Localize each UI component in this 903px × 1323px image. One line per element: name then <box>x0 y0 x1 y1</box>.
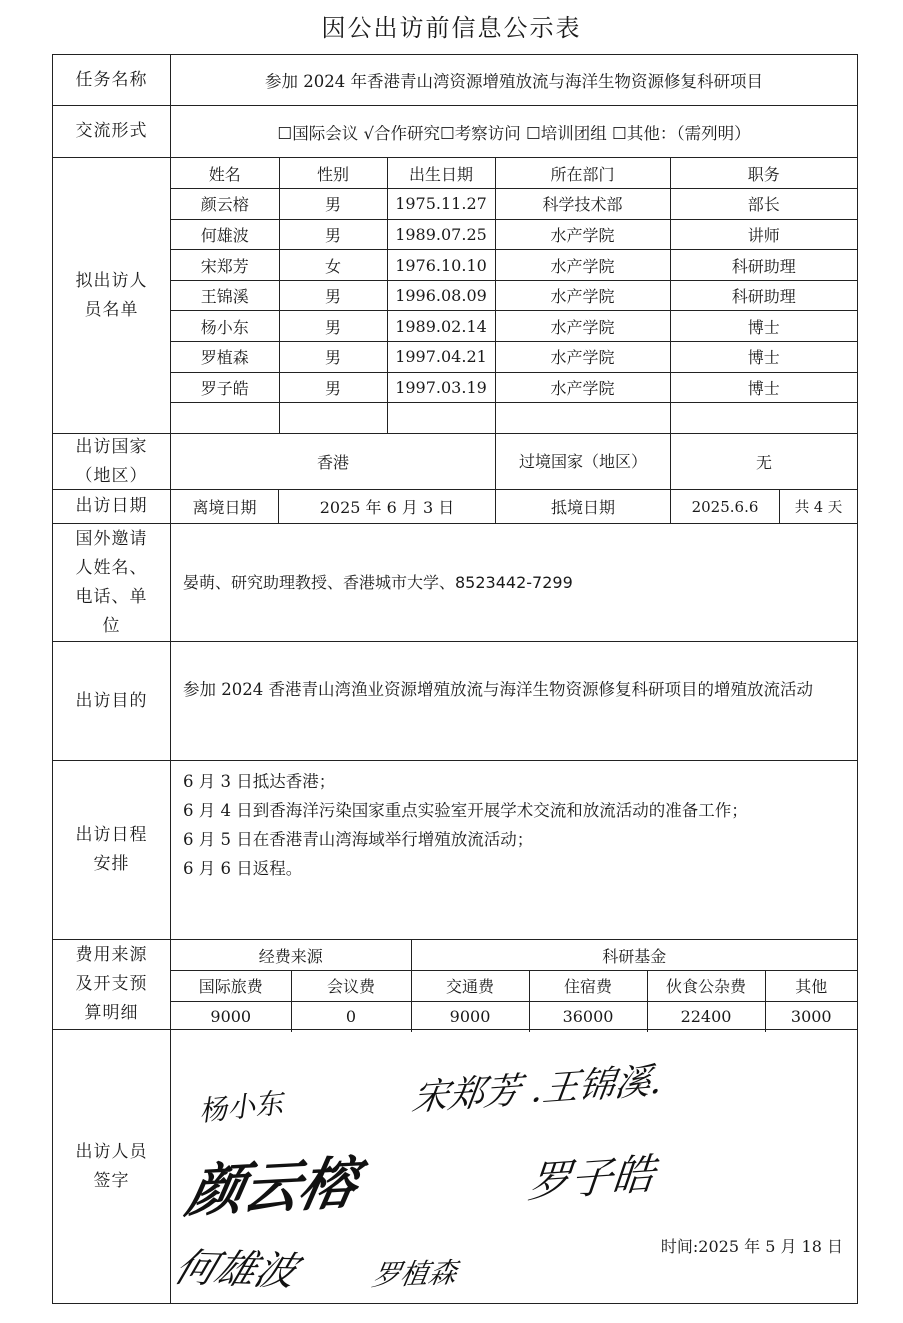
country-label: 出访国家（地区） <box>53 434 171 489</box>
table-row <box>171 250 857 281</box>
table-cell: 水产学院 <box>495 280 670 311</box>
dates-row <box>53 489 857 523</box>
budget-header-row <box>171 971 857 1002</box>
exchange-label: 交流形式 <box>53 106 171 157</box>
table-cell: 男 <box>279 342 387 373</box>
table-row <box>171 403 857 434</box>
country-value: 香港 <box>171 434 496 489</box>
table-row <box>171 189 857 220</box>
column-header: 性别 <box>279 158 387 189</box>
budget-item-label: 住宿费 <box>529 971 647 1002</box>
table-cell: 博士 <box>670 342 857 373</box>
personnel-header-row <box>171 158 857 189</box>
column-header: 姓名 <box>171 158 279 189</box>
table-cell: 科学技术部 <box>495 189 670 220</box>
purpose-row <box>53 641 857 760</box>
table-cell: 博士 <box>670 372 857 403</box>
table-cell: 1997.03.19 <box>387 372 495 403</box>
country-row <box>53 433 857 489</box>
arrive-label: 抵境日期 <box>496 490 671 523</box>
column-header: 出生日期 <box>387 158 495 189</box>
budget-item-label: 交通费 <box>411 971 529 1002</box>
budget-source-label: 经费来源 <box>171 940 411 971</box>
budget-item-label: 会议费 <box>291 971 411 1002</box>
personnel-table <box>171 158 857 433</box>
budget-row <box>53 939 857 1029</box>
signature-label: 出访人员签字 <box>53 1030 171 1303</box>
total-days: 共 4 天 <box>794 500 843 516</box>
table-cell: 男 <box>279 372 387 403</box>
signature-area <box>168 1030 857 1303</box>
budget-item-label: 伙食公杂费 <box>647 971 765 1002</box>
signature-image: 罗子皓 <box>526 1148 658 1208</box>
budget-item-value: 9000 <box>171 1001 291 1032</box>
table-cell: 科研助理 <box>670 250 857 281</box>
table-cell: 杨小东 <box>171 311 279 342</box>
budget-value-row <box>171 1001 857 1032</box>
exchange-row <box>53 105 857 157</box>
transit-value: 无 <box>755 453 772 472</box>
table-cell: 宋郑芳 <box>171 250 279 281</box>
table-cell: 水产学院 <box>495 372 670 403</box>
table-cell: 女 <box>279 250 387 281</box>
table-row <box>171 219 857 250</box>
table-cell: 部长 <box>670 189 857 220</box>
table-cell: 男 <box>279 189 387 220</box>
table-cell: 水产学院 <box>495 342 670 373</box>
inviter-row <box>53 523 857 641</box>
signature-row <box>53 1029 857 1303</box>
table-cell: 博士 <box>670 311 857 342</box>
dates-label: 出访日期 <box>53 490 171 523</box>
table-cell: 颜云榕 <box>171 189 279 220</box>
task-value: 参加 2024 年香港青山湾资源增殖放流与海洋生物资源修复科研项目 <box>265 72 763 91</box>
budget-item-value: 9000 <box>411 1001 529 1032</box>
table-cell: 男 <box>279 280 387 311</box>
purpose-value: 参加 2024 香港青山湾渔业资源增殖放流与海洋生物资源修复科研项目的增殖放流活动 <box>183 680 813 699</box>
table-row <box>171 311 857 342</box>
personnel-table-area <box>171 158 857 433</box>
form-title: 因公出访前信息公示表 <box>321 14 582 42</box>
task-row <box>53 55 857 105</box>
table-cell: 1996.08.09 <box>387 280 495 311</box>
schedule-lines <box>183 767 847 883</box>
signature-image: 何雄波 <box>168 1245 304 1295</box>
signature-image: 杨小东 <box>197 1086 285 1128</box>
schedule-line: 6 月 6 日返程。 <box>183 859 303 878</box>
budget-item-value: 22400 <box>647 1001 765 1032</box>
schedule-row <box>53 760 857 939</box>
table-cell: 1989.02.14 <box>387 311 495 342</box>
depart-value: 2025 年 6 月 3 日 <box>279 490 496 523</box>
inviter-value: 晏萌、研究助理教授、香港城市大学、8523442-7299 <box>183 573 573 592</box>
table-cell: 王锦溪 <box>171 280 279 311</box>
table-cell: 1976.10.10 <box>387 250 495 281</box>
signature-image: 颜云榕 <box>181 1149 363 1226</box>
schedule-label: 出访日程安排 <box>53 761 171 939</box>
schedule-line: 6 月 5 日在香港青山湾海域举行增殖放流活动； <box>183 830 534 849</box>
budget-item-value: 36000 <box>529 1001 647 1032</box>
table-cell: 水产学院 <box>495 219 670 250</box>
budget-item-label: 其他 <box>765 971 857 1002</box>
table-cell: 1975.11.27 <box>387 189 495 220</box>
table-cell <box>171 403 279 434</box>
signature-image: 宋郑芳 .王锦溪. <box>409 1060 666 1120</box>
transit-label: 过境国家（地区） <box>496 434 671 489</box>
personnel-label: 拟出访人员名单 <box>53 158 171 433</box>
inviter-label: 国外邀请人姓名、电话、单位 <box>53 524 171 641</box>
table-cell <box>670 403 857 434</box>
depart-label: 离境日期 <box>171 490 279 523</box>
exchange-value: ☐国际会议 √合作研究☐考察访问 ☐培训团组 ☐其他：（需列明） <box>277 123 751 143</box>
table-cell: 1989.07.25 <box>387 219 495 250</box>
personnel-row <box>53 157 857 433</box>
signature-date: 时间:2025 年 5 月 18 日 <box>660 1237 843 1256</box>
table-cell: 男 <box>279 219 387 250</box>
table-cell: 水产学院 <box>495 311 670 342</box>
table-cell: 何雄波 <box>171 219 279 250</box>
table-cell: 1997.04.21 <box>387 342 495 373</box>
table-cell: 科研助理 <box>670 280 857 311</box>
table-row <box>171 372 857 403</box>
budget-item-value: 0 <box>291 1001 411 1032</box>
schedule-line: 6 月 4 日到香海洋污染国家重点实验室开展学术交流和放流活动的准备工作； <box>183 801 748 820</box>
table-cell <box>495 403 670 434</box>
table-cell: 讲师 <box>670 219 857 250</box>
purpose-label: 出访目的 <box>53 642 171 760</box>
budget-table <box>171 940 857 1032</box>
disclosure-form <box>52 54 858 1304</box>
table-cell: 罗植森 <box>171 342 279 373</box>
table-cell: 罗子皓 <box>171 372 279 403</box>
budget-item-label: 国际旅费 <box>171 971 291 1002</box>
table-cell: 水产学院 <box>495 250 670 281</box>
table-cell <box>279 403 387 434</box>
budget-source-value: 科研基金 <box>411 940 857 971</box>
schedule-line: 6 月 3 日抵达香港； <box>183 772 336 791</box>
task-label: 任务名称 <box>53 55 171 105</box>
column-header: 职务 <box>670 158 857 189</box>
budget-item-value: 3000 <box>765 1001 857 1032</box>
table-cell <box>387 403 495 434</box>
budget-label: 费用来源及开支预算明细 <box>53 940 171 1029</box>
table-cell: 男 <box>279 311 387 342</box>
column-header: 所在部门 <box>495 158 670 189</box>
table-row <box>171 342 857 373</box>
signature-image: 罗植森 <box>369 1255 460 1293</box>
arrive-value: 2025.6.6 <box>671 490 780 523</box>
table-row <box>171 280 857 311</box>
